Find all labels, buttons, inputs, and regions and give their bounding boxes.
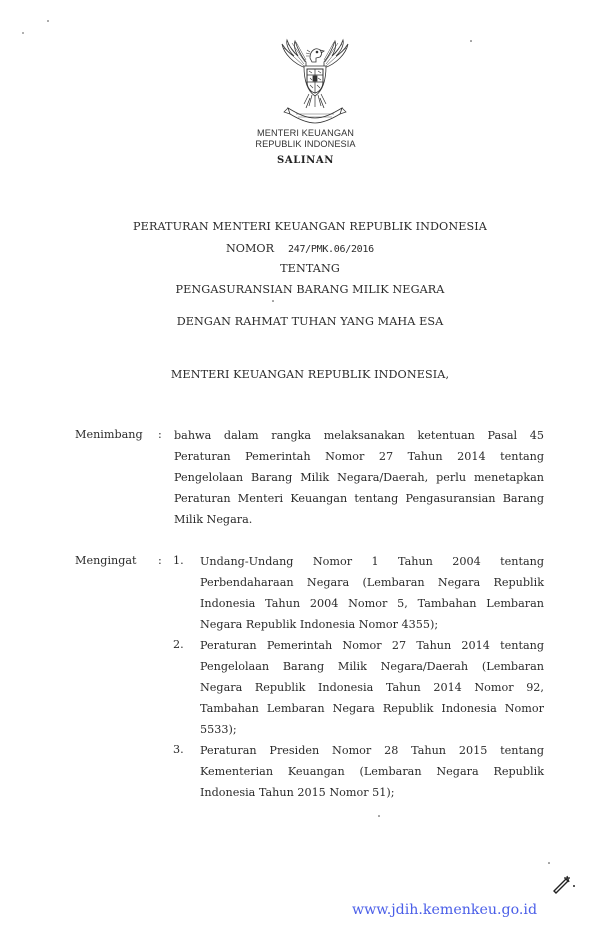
mengingat-item-3-number: 3. xyxy=(173,743,184,756)
menimbang-line: Pengelolaan Barang Milik Negara/Daerah, perlu menetapkan xyxy=(174,471,544,484)
mengingat-item-line: Peraturan Pemerintah Nomor 27 Tahun 2014 tentang xyxy=(200,639,544,652)
mengingat-item-1-number: 1. xyxy=(173,554,184,567)
menimbang-label: Menimbang xyxy=(75,428,143,441)
garuda-emblem-icon xyxy=(276,38,354,128)
mengingat-item-1 xyxy=(200,551,544,635)
mengingat-item-line: 5533); xyxy=(200,723,237,736)
tentang-heading: TENTANG xyxy=(280,262,340,275)
nomor-value: 247/PMK.06/2016 xyxy=(288,244,374,255)
menimbang-line: Peraturan Pemerintah Nomor 27 Tahun 2014 tentang xyxy=(174,450,544,463)
mengingat-item-line: Negara Republik Indonesia Nomor 4355); xyxy=(200,618,439,631)
scan-speck xyxy=(47,20,49,22)
mengingat-item-line: Indonesia Tahun 2015 Nomor 51); xyxy=(200,786,395,799)
mengingat-item-line: Peraturan Presiden Nomor 28 Tahun 2015 tentang xyxy=(200,744,544,757)
scan-speck xyxy=(378,815,380,817)
mengingat-item-2-number: 2. xyxy=(173,638,184,651)
regulation-number xyxy=(226,242,374,255)
scan-speck xyxy=(272,300,274,302)
institution-line-1: MENTERI KEUANGAN xyxy=(256,128,355,138)
menimbang-line: Milik Negara. xyxy=(174,513,253,526)
menimbang-line: bahwa dalam rangka melaksanakan ketentuan Pasal 45 xyxy=(174,429,544,442)
invocation: DENGAN RAHMAT TUHAN YANG MAHA ESA xyxy=(176,315,444,328)
scan-speck xyxy=(548,862,550,864)
authority: MENTERI KEUANGAN REPUBLIK INDONESIA, xyxy=(170,368,450,381)
scan-speck xyxy=(470,40,472,42)
salinan-stamp: SALINAN xyxy=(277,155,334,166)
mengingat-item-line: Kementerian Keuangan (Lembaran Negara Republik xyxy=(200,765,544,778)
pen-mark-icon xyxy=(552,874,580,894)
mengingat-colon: : xyxy=(158,554,162,567)
regulation-title: PERATURAN MENTERI KEUANGAN REPUBLIK INDONESIA xyxy=(133,220,487,233)
mengingat-item-line: Undang-Undang Nomor 1 Tahun 2004 tentang xyxy=(200,555,544,568)
scan-speck xyxy=(22,32,24,34)
mengingat-item-line: Perbendaharaan Negara (Lembaran Negara Republik xyxy=(200,576,544,589)
jdih-website-link[interactable]: www.jdih.kemenkeu.go.id xyxy=(352,902,538,918)
mengingat-item-line: Indonesia Tahun 2004 Nomor 5, Tambahan Lembaran xyxy=(200,597,544,610)
menimbang-text xyxy=(174,425,544,530)
mengingat-label: Mengingat xyxy=(75,554,137,567)
mengingat-item-line: Negara Republik Indonesia Tahun 2014 Nomor 92, xyxy=(200,681,544,694)
mengingat-item-line: Pengelolaan Barang Milik Negara/Daerah (Lembaran xyxy=(200,660,544,673)
regulation-subject: PENGASURANSIAN BARANG MILIK NEGARA xyxy=(175,283,445,296)
institution-line-2: REPUBLIK INDONESIA xyxy=(255,139,356,149)
mengingat-item-line: Tambahan Lembaran Negara Republik Indonesia Nomor xyxy=(200,702,544,715)
menimbang-line: Peraturan Menteri Keuangan tentang Pengasuransian Barang xyxy=(174,492,544,505)
mengingat-item-3 xyxy=(200,740,544,803)
nomor-label: NOMOR xyxy=(226,242,275,255)
mengingat-item-2 xyxy=(200,635,544,740)
menimbang-colon: : xyxy=(158,428,162,441)
